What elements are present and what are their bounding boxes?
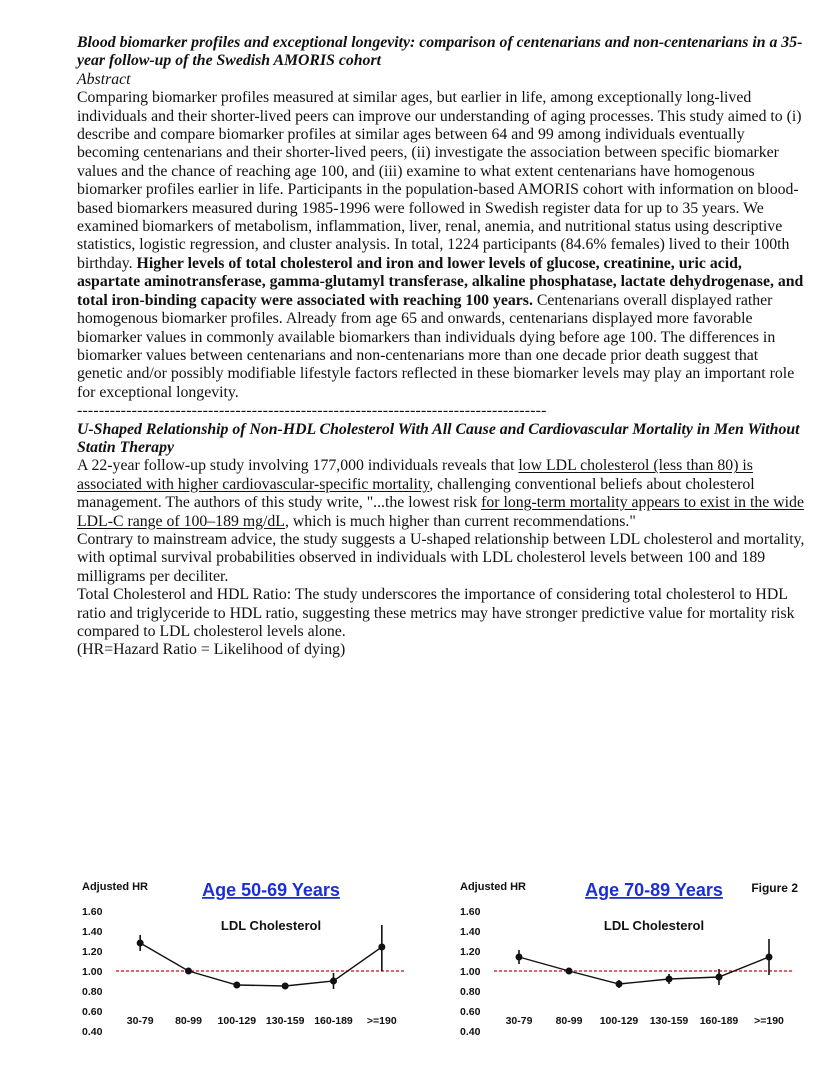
series-line [140, 943, 382, 986]
p1-text-b: , challenging conventional beliefs about cholesterol management. The authors of this study write, "...the lowest risk [77, 475, 755, 512]
y-tick-label: 0.80 [460, 986, 481, 998]
y-axis-label: Adjusted HR [460, 881, 526, 893]
y-tick-label: 0.40 [82, 1026, 103, 1038]
article-2-paragraph-3: Total Cholesterol and HDL Ratio: The study underscores the importance of considering total cholesterol to HDL ratio and triglyceride to HDL ratio, suggesting these metrics may have stronger predictive value for mortality risk compared to LDL cholesterol levels alone. [77, 586, 795, 640]
chart-title: Age 70-89 Years [585, 880, 723, 900]
x-tick-label: 80-99 [555, 1015, 583, 1027]
chart-subtitle: LDL Cholesterol [220, 918, 322, 933]
data-point [185, 968, 192, 975]
y-tick-label: 1.20 [82, 946, 103, 958]
section-divider: -------------------------------------------------------------------------------------- [77, 402, 547, 420]
x-tick-label: 100-129 [599, 1015, 639, 1027]
abstract-key-finding: Higher levels of total cholesterol and iron and lower levels of glucose, creatinine, uric acid, aspartate aminotransferase, gamma-glutamyl transferase, alkaline phosphatase, lactate dehydrogenase, and total iron-binding capacity were associated with reaching 100 years. [77, 254, 804, 309]
chart-age-70-89 [456, 872, 806, 1049]
x-tick-label: 30-79 [126, 1015, 154, 1027]
data-point [282, 983, 289, 990]
article-2-paragraph-2: Contrary to mainstream advice, the study suggests a U-shaped relationship between LDL cholesterol and mortality, with optimal survival probabilities observed in individuals with LDL cholesterol levels between 100 and 189 milligrams per deciliter. [77, 530, 805, 585]
data-point [666, 976, 673, 983]
y-tick-label: 1.40 [82, 926, 103, 938]
article-1-title: Blood biomarker profiles and exceptional longevity: comparison of centenarians and non-centenarians in a 35-year follow-up of the Swedish AMORIS cohort [77, 34, 803, 70]
y-axis-label: Adjusted HR [82, 881, 148, 893]
x-tick-label: 100-129 [217, 1015, 257, 1027]
y-tick-label: 0.60 [82, 1006, 103, 1018]
y-tick-label: 1.20 [460, 946, 481, 958]
data-point [233, 982, 240, 989]
x-tick-label: 80-99 [175, 1015, 202, 1027]
y-tick-label: 1.00 [82, 966, 103, 978]
abstract-text-a: Comparing biomarker profiles measured at similar ages, but earlier in life, among exceptionally long-lived individuals and their shorter-lived peers can improve our understanding of aging processes. This study aimed to (i) describe and compare biomarker profiles at similar ages between 64 and 99 among individuals eventually becoming centenarians and their shorter-lived peers, (ii) investigate the association between specific biomarker values and the chance of reaching age 100, and (iii) examine to what extent centenarians have homogenous biomarker profiles earlier in life. Participants in the population-based AMORIS cohort with information on blood-based biomarkers measured during 1985-1996 were followed in Swedish register data for up to 35 years. We examined biomarkers of metabolism, inflammation, liver, renal, anemia, and nutritional status using descriptive statistics, logistic regression, and cluster analysis. In total, 1224 participants (84.6% females) lived to their 100th birthday. [77, 89, 802, 272]
p1-text-a: A 22-year follow-up study involving 177,000 individuals reveals that [77, 457, 519, 475]
article-2-paragraph-4: (HR=Hazard Ratio = Likelihood of dying) [77, 641, 346, 659]
x-tick-label: >=190 [754, 1015, 784, 1027]
y-tick-label: 1.60 [82, 906, 103, 918]
x-tick-label: 160-189 [314, 1015, 353, 1027]
figure-label: Figure 2 [751, 881, 798, 895]
data-point [566, 968, 573, 975]
x-tick-label: >=190 [366, 1015, 397, 1027]
y-tick-label: 1.40 [460, 926, 481, 938]
article-2-paragraph-1 [77, 457, 807, 531]
x-tick-label: 160-189 [699, 1015, 739, 1027]
chart-age-70-89-svg [456, 872, 806, 1044]
y-tick-label: 1.60 [460, 906, 481, 918]
y-tick-label: 0.60 [460, 1006, 481, 1018]
x-tick-label: 30-79 [505, 1015, 533, 1027]
x-tick-label: 130-159 [649, 1015, 689, 1027]
chart-title: Age 50-69 Years [202, 880, 340, 900]
chart-subtitle: LDL Cholesterol [603, 918, 705, 933]
y-tick-label: 0.40 [460, 1026, 481, 1038]
p1-text-c: , which is much higher than current recommendations." [284, 512, 636, 530]
abstract-heading: Abstract [77, 70, 131, 88]
data-point [378, 944, 385, 951]
data-point [716, 974, 723, 981]
data-point [766, 954, 773, 961]
abstract-body [77, 89, 807, 402]
data-point [330, 978, 337, 985]
abstract-text-b: Centenarians overall displayed rather homogenous biomarker profiles. Already from age 65 and onwards, centenarians displayed more favorable biomarker values in commonly available biomarkers than individuals dying before age 100. The differences in biomarker values between centenarians and non-centenarians more than one decade prior death suggest that genetic and/or possibly modifiable lifestyle factors reflected in these biomarker levels may play an important role for exceptional longevity. [77, 291, 795, 401]
y-tick-label: 0.80 [82, 986, 103, 998]
article-1 [77, 34, 807, 660]
chart-age-50-69 [78, 872, 418, 1049]
article-2-title: U-Shaped Relationship of Non-HDL Cholesterol With All Cause and Cardiovascular Mortality in Men Without Statin Therapy [77, 420, 800, 456]
p1-underlined-2: for long-term mortality appears to exist in the wide LDL-C range of 100–189 mg/dL [77, 494, 804, 530]
data-point [616, 981, 623, 988]
x-tick-label: 130-159 [265, 1015, 305, 1027]
y-tick-label: 1.00 [460, 966, 481, 978]
data-point [516, 954, 523, 961]
chart-age-50-69-svg [78, 872, 418, 1044]
data-point [137, 940, 144, 947]
p1-underlined-1: low LDL cholesterol (less than 80) is associated with higher cardiovascular-specific mortality [77, 457, 753, 493]
